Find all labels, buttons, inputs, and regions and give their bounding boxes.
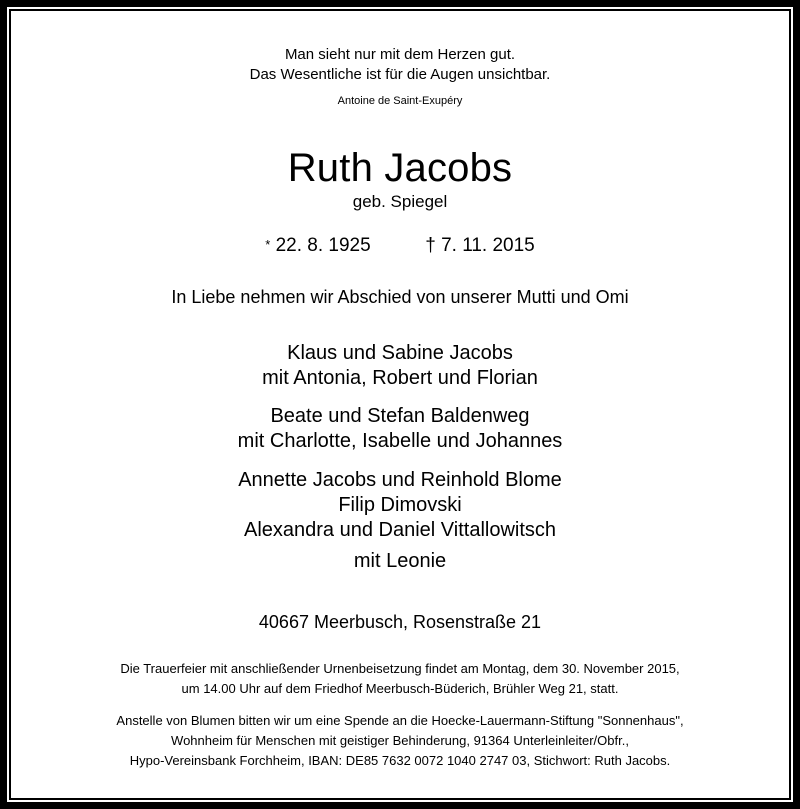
mourner-line: mit Leonie	[353, 550, 447, 572]
quote-author: Antoine de Saint-Exupéry	[337, 95, 463, 107]
quote-line: Man sieht nur mit dem Herzen gut.	[284, 46, 516, 63]
donation-notice-line: Anstelle von Blumen bitten wir um eine Spende an die Hoecke-Lauermann-Stiftung "Sonnenhaus",	[116, 713, 684, 728]
farewell-text: In Liebe nehmen wir Abschied von unserer Mutti und Omi	[171, 287, 629, 307]
donation-notice-line: Hypo-Vereinsbank Forchheim, IBAN: DE85 7632 0072 1040 2747 03, Stichwort: Ruth Jacobs.	[129, 753, 671, 768]
mourner-line: Alexandra und Daniel Vittallowitsch	[243, 519, 557, 541]
funeral-notice-line: um 14.00 Uhr auf dem Friedhof Meerbusch-Büderich, Brühler Weg 21, statt.	[181, 681, 619, 696]
mourner-line: Klaus und Sabine Jacobs	[287, 342, 513, 364]
deceased-name: Ruth Jacobs	[287, 146, 513, 190]
obituary-frame	[9, 9, 791, 800]
maiden-name: geb. Spiegel	[352, 192, 448, 211]
obituary-frame-outer	[7, 7, 793, 802]
mourner-line: Filip Dimovski	[338, 494, 462, 516]
mourner-line: Annette Jacobs und Reinhold Blome	[238, 469, 562, 491]
donation-notice-line: Wohnheim für Menschen mit geistiger Behinderung, 91364 Unterleinleiter/Obfr.,	[171, 733, 629, 748]
mourner-line: mit Charlotte, Isabelle und Johannes	[237, 430, 563, 452]
quote-line: Das Wesentliche ist für die Augen unsichtbar.	[249, 66, 551, 83]
mourner-line: Beate und Stefan Baldenweg	[270, 405, 530, 427]
address: 40667 Meerbusch, Rosenstraße 21	[258, 612, 542, 632]
birth-star-icon: *	[265, 237, 271, 252]
birth-date: 22. 8. 1925	[275, 235, 371, 256]
death-date: 7. 11. 2015	[441, 235, 535, 256]
funeral-notice-line: Die Trauerfeier mit anschließender Urnenbeisetzung findet am Montag, dem 30. November 2015,	[120, 661, 680, 676]
mourner-line: mit Antonia, Robert und Florian	[262, 367, 538, 389]
life-dates	[11, 235, 789, 257]
death-cross-icon: †	[425, 235, 436, 256]
